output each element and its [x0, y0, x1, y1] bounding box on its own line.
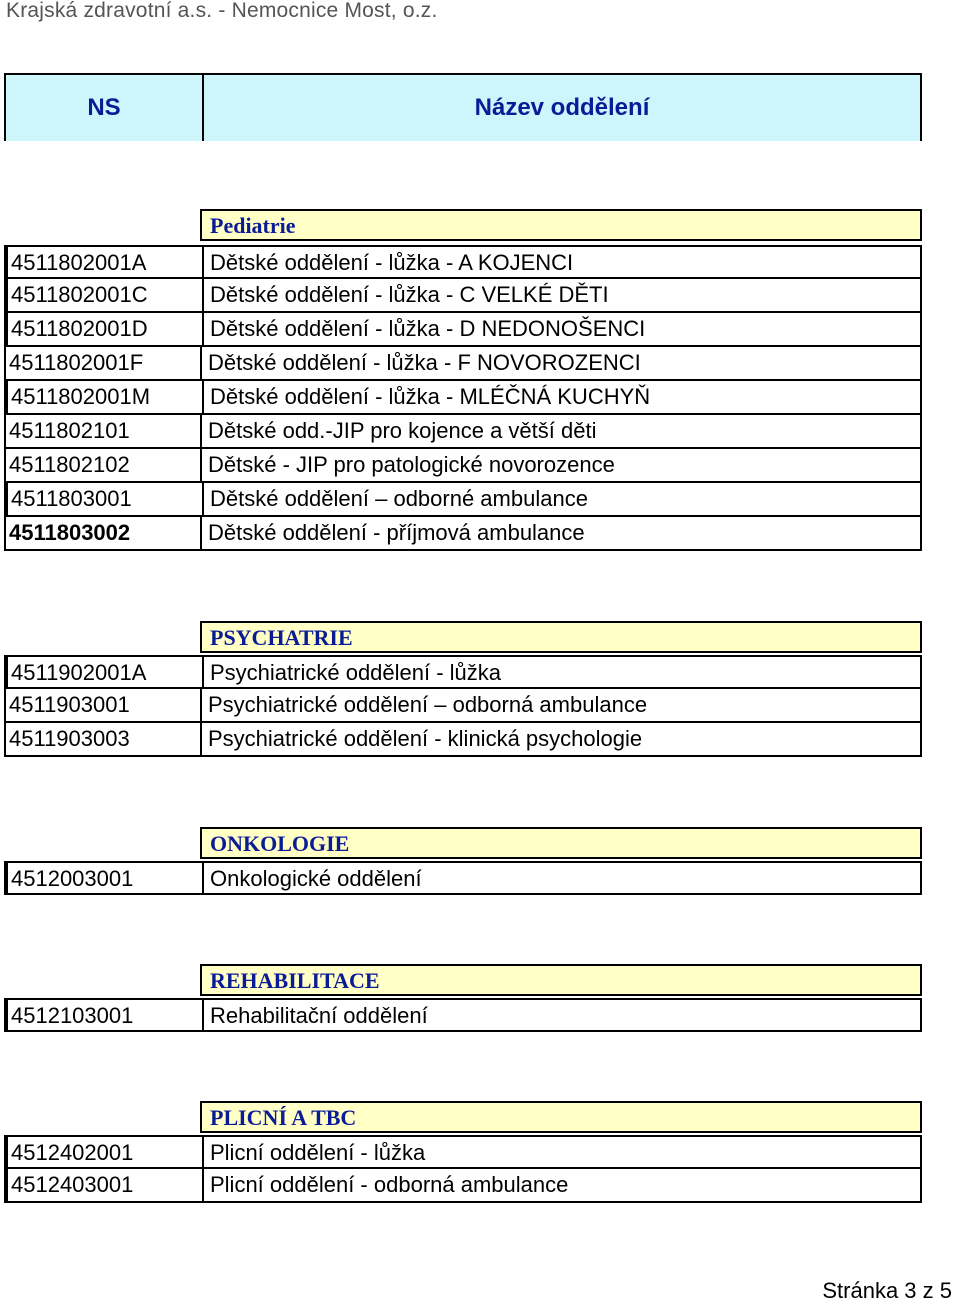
row-code: 4512003001: [11, 866, 134, 891]
table-row: [4, 279, 922, 313]
section-title: PLICNÍ A TBC: [210, 1105, 357, 1130]
row-name: Dětské oddělení - příjmová ambulance: [208, 520, 585, 545]
row-name: Dětské odd.-JIP pro kojence a větší děti: [208, 418, 597, 443]
row-code: 4511802101: [9, 418, 130, 443]
section-rows: [4, 1135, 922, 1203]
row-name: Dětské - JIP pro patologické novorozence: [208, 452, 615, 477]
section-rows: [4, 655, 922, 757]
section-title: ONKOLOGIE: [210, 831, 350, 856]
row-code: 4511902001A: [11, 660, 147, 685]
row-code: 4512402001: [11, 1140, 134, 1165]
row-code: 4511802001F: [9, 350, 144, 375]
row-name: Onkologické oddělení: [210, 866, 422, 891]
table-row: [4, 347, 922, 381]
column-header-ns: NS: [87, 94, 121, 121]
row-code: 4512103001: [11, 1003, 134, 1028]
page-footer: Stránka 3 z 5: [822, 1278, 952, 1303]
row-name: Dětské oddělení - lůžka - D NEDONOŠENCI: [210, 316, 646, 341]
table-row: [4, 517, 922, 551]
row-name: Psychiatrické oddělení – odborná ambulance: [208, 692, 648, 717]
table-row: [4, 415, 922, 449]
row-name: Psychiatrické oddělení - klinická psychologie: [208, 726, 643, 751]
table-row: [4, 655, 922, 689]
table-row: [4, 861, 922, 895]
row-name: Psychiatrické oddělení - lůžka: [210, 660, 502, 685]
table-row: [4, 689, 922, 723]
column-header-name: Název oddělení: [474, 94, 650, 121]
table-row: [4, 1169, 922, 1203]
table-header: [4, 73, 922, 141]
row-code: 4511903001: [9, 692, 130, 717]
table-row: [4, 313, 922, 347]
row-code: 4511802001M: [11, 384, 151, 409]
table-row: [4, 245, 922, 279]
table-row: [4, 381, 922, 415]
table-row: [4, 723, 922, 757]
table-row: [4, 1135, 922, 1169]
section-rows: [4, 245, 922, 551]
table-row: [4, 449, 922, 483]
row-code: 4512403001: [11, 1172, 134, 1197]
section-header: [200, 209, 922, 241]
page-header: Krajská zdravotní a.s. - Nemocnice Most, o.z.: [6, 0, 438, 22]
row-name: Dětské oddělení - lůžka - A KOJENCI: [210, 250, 574, 275]
row-code: 4511803002: [9, 520, 131, 545]
row-name: Dětské oddělení - lůžka - F NOVOROZENCI: [208, 350, 641, 375]
row-name: Rehabilitační oddělení: [210, 1003, 428, 1028]
section-header: [200, 1101, 922, 1133]
row-code: 4511802001D: [11, 316, 148, 341]
row-name: Plicní oddělení - lůžka: [210, 1140, 426, 1165]
table-row: [4, 483, 922, 517]
row-code: 4511802102: [9, 452, 130, 477]
section-header: [200, 964, 922, 996]
row-code: 4511803001: [11, 486, 132, 511]
row-code: 4511802001A: [11, 250, 147, 275]
table-row: [4, 998, 922, 1032]
row-code: 4511903003: [9, 726, 130, 751]
row-name: Dětské oddělení – odborné ambulance: [210, 486, 588, 511]
section-header: [200, 827, 922, 859]
section-rows: [4, 998, 922, 1032]
row-code: 4511802001C: [11, 282, 148, 307]
section-rows: [4, 861, 922, 895]
row-name: Dětské oddělení - lůžka - C VELKÉ DĚTI: [210, 282, 609, 307]
row-name: Plicní oddělení - odborná ambulance: [210, 1172, 569, 1197]
section-title: Pediatrie: [210, 213, 296, 238]
section-title: REHABILITACE: [210, 968, 380, 993]
section-header: [200, 621, 922, 653]
section-title: PSYCHATRIE: [210, 625, 353, 650]
row-name: Dětské oddělení - lůžka - MLÉČNÁ KUCHYŇ: [210, 384, 651, 409]
